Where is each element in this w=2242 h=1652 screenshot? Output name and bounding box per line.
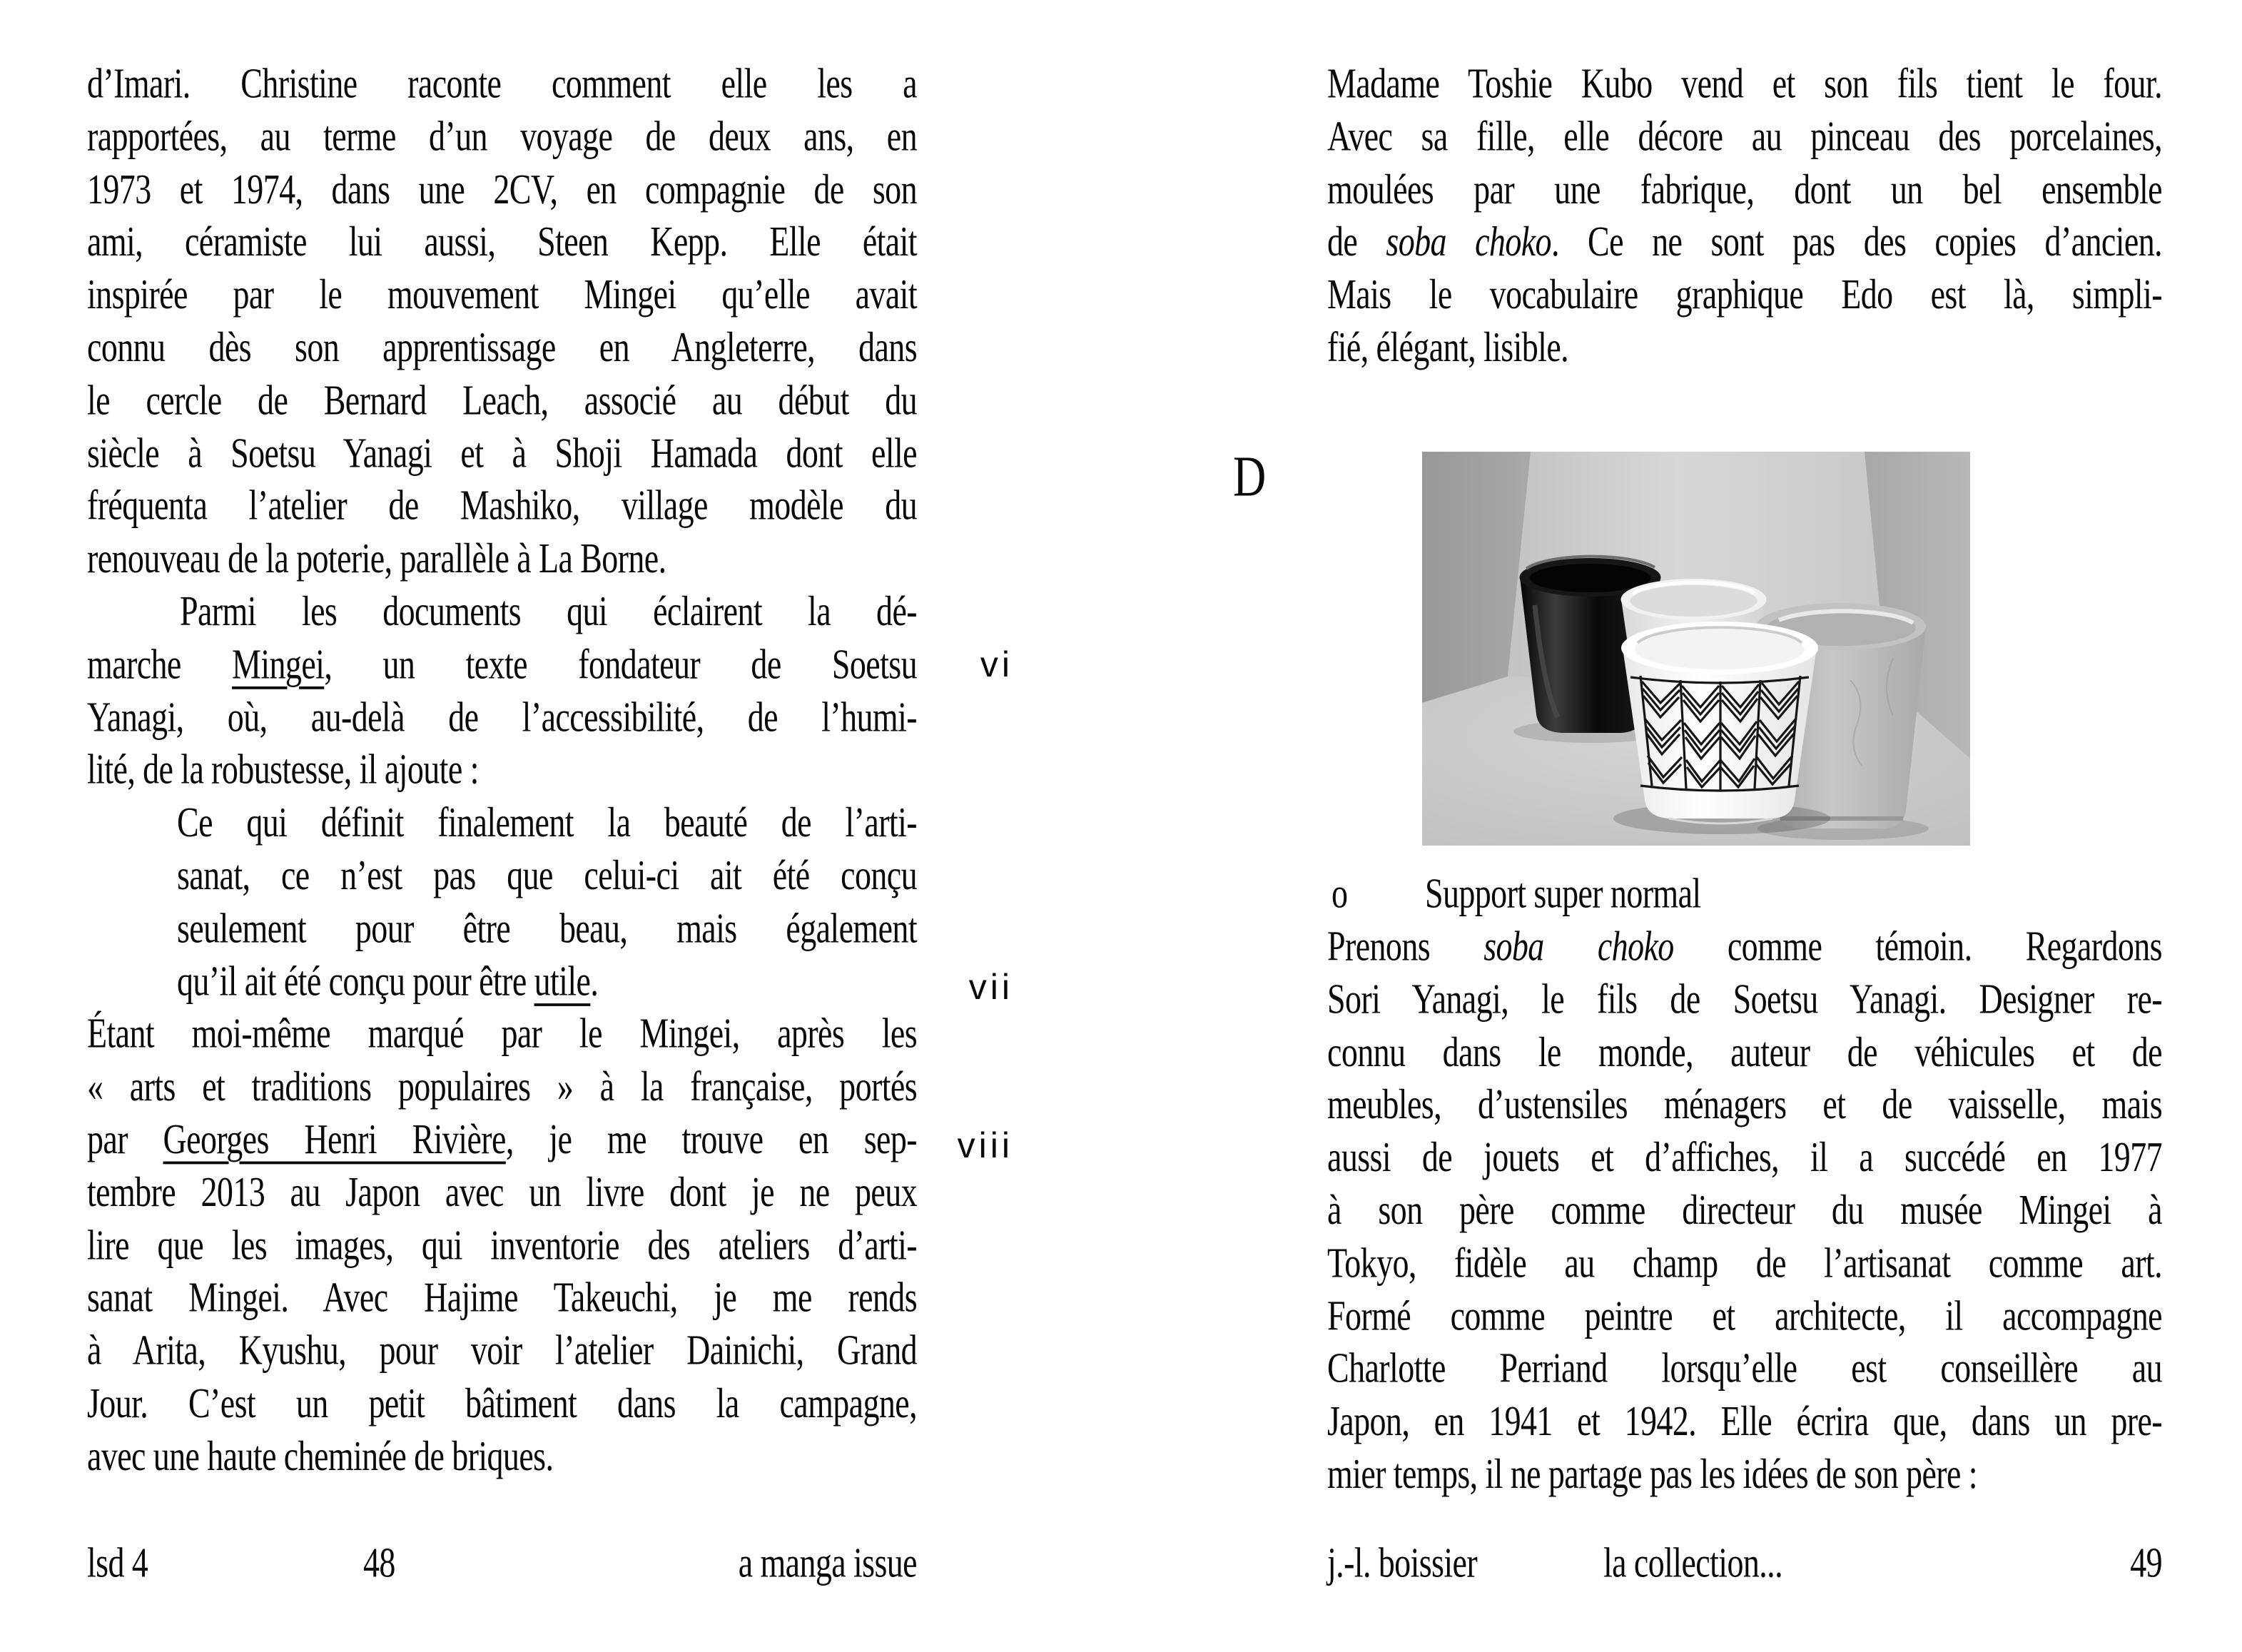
text-line: fié, élégant, lisible. <box>1327 323 1569 371</box>
footer-article-title: la collection... <box>1603 1539 1782 1586</box>
text-line: à Arita, Kyushu, pour voir l’atelier Dainichi, Grand <box>87 1327 917 1374</box>
text-line: « arts et traditions populaires » à la française, portés <box>87 1063 917 1110</box>
text-line: Charlotte Perriand lorsqu’elle est conseillère au <box>1327 1344 2162 1392</box>
text-line: le cercle de Bernard Leach, associé au début du <box>87 376 917 423</box>
text-line: connu dès son apprentissage en Angleterre, dans <box>87 323 917 371</box>
text-line: Étant moi-même marqué par le Mingei, après les <box>87 1010 917 1057</box>
right-page-body-text <box>1327 920 2162 1501</box>
text-line: connu dans le monde, auteur de véhicules et de <box>1327 1028 2162 1075</box>
text-line: Tokyo, fidèle au champ de l’artisanat comme art. <box>1327 1239 2162 1286</box>
margin-note-vii: vii <box>968 967 1013 1007</box>
soba-choko-cups-photo <box>1422 452 1970 846</box>
right-page-footer <box>1327 1536 2162 1589</box>
text-line: lire que les images, qui inventorie des ateliers d’arti- <box>87 1221 917 1268</box>
text-line: Prenons soba choko comme témoin. Regardons <box>1327 922 2162 970</box>
text-line: par Georges Henri Rivière, je me trouve en sep- <box>87 1115 917 1162</box>
text-line: Formé comme peintre et architecte, il accompagne <box>1327 1292 2162 1339</box>
text-line: Yanagi, où, au-delà de l’accessibilité, de l’humi- <box>87 693 917 740</box>
footer-issue-title: a manga issue <box>738 1539 917 1586</box>
text-line: sanat Mingei. Avec Hajime Takeuchi, je me rends <box>87 1274 917 1321</box>
text-line: renouveau de la poterie, parallèle à La Borne. <box>87 534 666 582</box>
text-line: de soba choko. Ce ne sont pas des copies d’ancien. <box>1327 218 2162 265</box>
text-line: qu’il ait été conçu pour être utile. <box>177 957 599 1004</box>
right-page-top-text <box>1327 57 2162 374</box>
left-page-footer <box>87 1536 917 1589</box>
footer-page-number-right: 49 <box>2130 1539 2162 1586</box>
text-line: Ce qui définit finalement la beauté de l’arti- <box>177 799 917 846</box>
text-line: Avec sa fille, elle décore au pinceau des porcelaines, <box>1327 112 2162 160</box>
text-line: aussi de jouets et d’affiches, il a succédé en 1977 <box>1327 1133 2162 1181</box>
text-line: tembre 2013 au Japon avec un livre dont je ne peux <box>87 1168 917 1215</box>
text-line: Japon, en 1941 et 1942. Elle écrira que, dans un pre- <box>1327 1397 2162 1444</box>
text-line: lité, de la robustesse, il ajoute : <box>87 746 479 793</box>
text-line: fréquenta l’atelier de Mashiko, village modèle du <box>87 482 917 529</box>
text-line: Madame Toshie Kubo vend et son fils tient le four. <box>1327 59 2162 107</box>
caption-text: Support super normal <box>1425 869 1701 917</box>
text-line: moulées par une fabrique, dont un bel ensemble <box>1327 165 2162 213</box>
text-line: inspirée par le mouvement Mingei qu’elle avait <box>87 270 917 318</box>
text-line: meubles, d’ustensiles ménagers et de vaisselle, mais <box>1327 1080 2162 1128</box>
text-line: Jour. C’est un petit bâtiment dans la campagne, <box>87 1379 917 1427</box>
text-line: 1973 et 1974, dans une 2CV, en compagnie de son <box>87 165 917 213</box>
figure-marker-d: D <box>1233 445 1267 508</box>
footer-author: j.-l. boissier <box>1327 1539 1478 1586</box>
text-line: ami, céramiste lui aussi, Steen Kepp. Elle était <box>87 218 917 265</box>
footer-page-number-left: 48 <box>363 1539 395 1586</box>
text-line: marche Mingei, un texte fondateur de Soetsu <box>87 640 917 687</box>
text-line: avec une haute cheminée de briques. <box>87 1432 554 1479</box>
text-line: Sori Yanagi, le fils de Soetsu Yanagi. Designer re- <box>1327 975 2162 1023</box>
footer-edition: lsd 4 <box>87 1539 148 1586</box>
margin-note-vi: vi <box>980 644 1013 684</box>
text-line: seulement pour être beau, mais également <box>177 904 917 951</box>
text-line: sanat, ce n’est pas que celui-ci ait été conçu <box>177 851 917 898</box>
caption-marker-o: o <box>1331 869 1348 917</box>
left-page-text-column <box>87 57 917 1482</box>
text-line: Parmi les documents qui éclairent la dé- <box>180 587 917 634</box>
margin-note-viii: viii <box>957 1125 1013 1165</box>
text-line: rapportées, au terme d’un voyage de deux ans, en <box>87 112 917 160</box>
text-line: Mais le vocabulaire graphique Edo est là, simpli- <box>1327 270 2162 318</box>
text-line: siècle à Soetsu Yanagi et à Shoji Hamada dont elle <box>87 429 917 476</box>
text-line: d’Imari. Christine raconte comment elle les a <box>87 59 917 107</box>
text-line: mier temps, il ne partage pas les idées de son père : <box>1327 1450 1977 1497</box>
text-line: à son père comme directeur du musée Mingei à <box>1327 1186 2162 1234</box>
